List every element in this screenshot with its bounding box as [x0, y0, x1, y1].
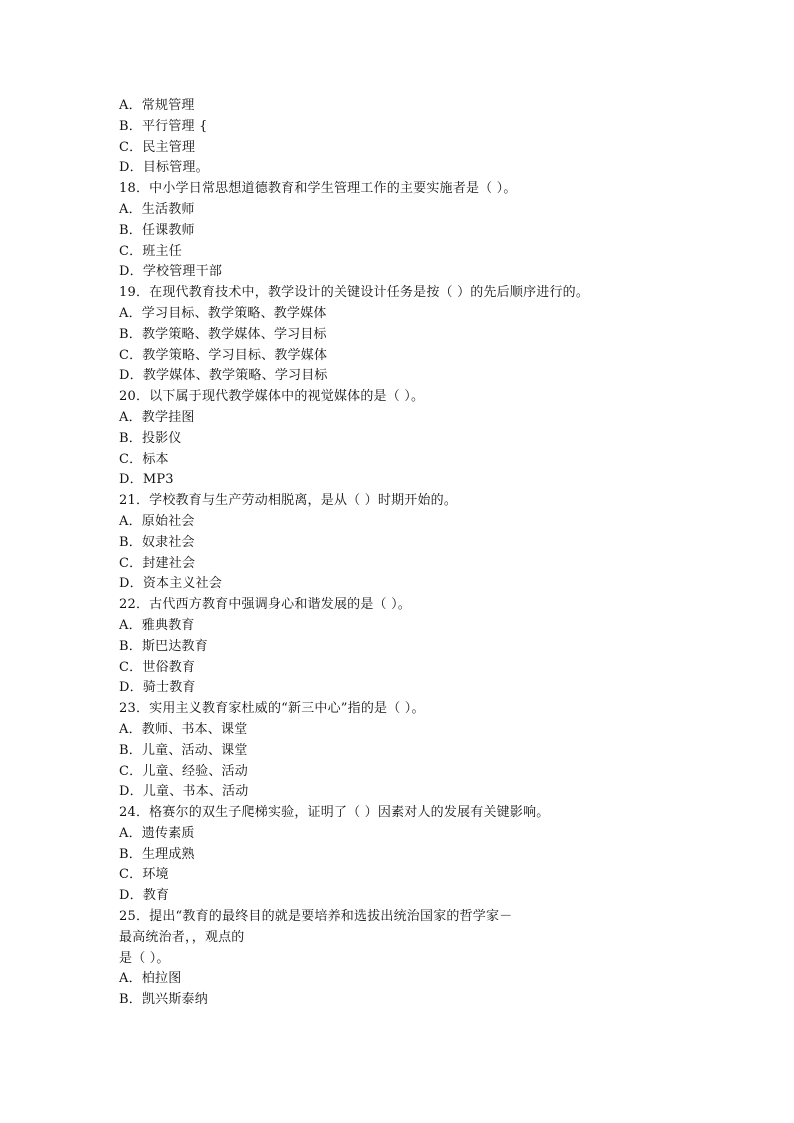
option-line: B．任课教师: [119, 222, 195, 238]
option-line: C．儿童、经验、活动: [119, 763, 248, 779]
option-line: A．柏拉图: [119, 971, 182, 987]
option-line: A．生活教师: [119, 201, 195, 217]
option-line: D．资本主义社会: [119, 576, 223, 592]
option-line: D．教学媒体、教学策略、学习目标: [119, 368, 328, 384]
option-line: D．骑士教育: [119, 680, 196, 696]
option-line: C．环境: [119, 867, 169, 883]
question-24: 24．格赛尔的双生子爬梯实验，证明了（ ）因素对人的发展有关键影响。: [119, 805, 550, 821]
question-19: 19．在现代教育技术中，教学设计的关键设计任务是按（ ）的先后顺序进行的。: [119, 285, 590, 301]
option-line: B．斯巴达教育: [119, 638, 208, 654]
option-line: A．雅典教育: [119, 617, 195, 633]
option-line: A．遗传素质: [119, 825, 195, 841]
option-line: B．投影仪: [119, 430, 182, 446]
question-23: 23．实用主义教育家杜威的“新三中心”指的是（ ）。: [119, 701, 425, 717]
option-line: A．教学挂图: [119, 409, 195, 425]
question-25: 25．提出“教育的最终目的就是要培养和选拔出统治国家的哲学家－: [119, 909, 513, 925]
question-25-continued: 最高统治者，，观点的: [119, 929, 245, 945]
option-line: A．常规管理: [119, 98, 195, 113]
question-18: 18．中小学日常思想道德教育和学生管理工作的主要实施者是（ ）。: [119, 181, 517, 197]
option-line: C．教学策略、学习目标、教学媒体: [119, 347, 328, 363]
option-line: B．教学策略、教学媒体、学习目标: [119, 326, 327, 342]
option-line: C．标本: [119, 451, 169, 467]
option-line: D．教育: [119, 888, 170, 904]
option-line: C．民主管理: [119, 139, 196, 155]
option-line: A．原始社会: [119, 513, 195, 529]
option-line: C．世俗教育: [119, 659, 196, 675]
option-line: D．目标管理。: [119, 160, 209, 176]
question-25-continued: 是（ ）。: [119, 950, 170, 966]
option-line: B．平行管理 {: [119, 118, 208, 134]
option-line: C．班主任: [119, 243, 182, 259]
question-22: 22．古代西方教育中强调身心和谐发展的是（ ）。: [119, 597, 411, 613]
option-line: D．MP3: [119, 472, 174, 488]
option-line: C．封建社会: [119, 555, 196, 571]
option-line: B．奴隶社会: [119, 534, 195, 550]
option-line: A．教师、书本、课堂: [119, 721, 248, 737]
option-line: A．学习目标、教学策略、教学媒体: [119, 305, 327, 321]
option-line: B．生理成熟: [119, 846, 195, 862]
question-20: 20．以下属于现代教学媒体中的视觉媒体的是（ ）。: [119, 389, 425, 405]
question-21: 21．学校教育与生产劳动相脱离，是从（ ）时期开始的。: [119, 493, 458, 509]
option-line: D．儿童、书本、活动: [119, 784, 249, 800]
option-line: B．儿童、活动、课堂: [119, 742, 248, 758]
option-line: B．凯兴斯泰纳: [119, 992, 208, 1008]
option-line: D．学校管理干部: [119, 264, 223, 280]
document-page: [119, 96, 679, 1011]
